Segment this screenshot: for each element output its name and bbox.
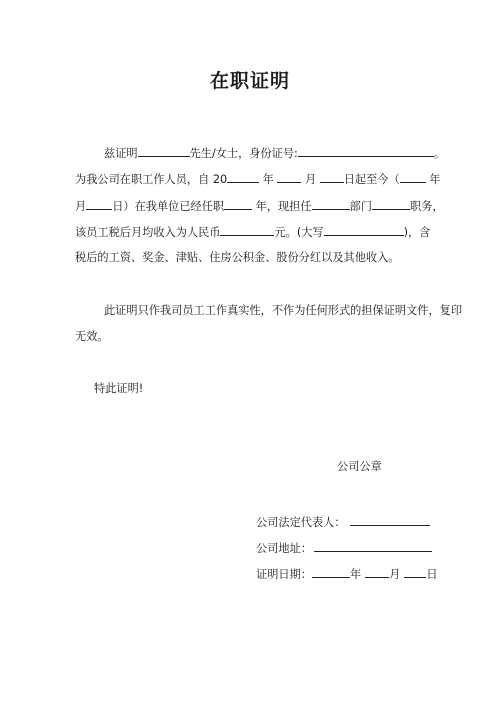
company-address-row: [256, 540, 432, 556]
text: 元。(大写: [274, 226, 324, 239]
text: 日）在我单位已经任职: [112, 200, 225, 213]
date-year-blank[interactable]: [312, 566, 350, 578]
text: 兹证明: [104, 147, 138, 160]
id-number-blank[interactable]: [298, 145, 434, 157]
end-year-blank[interactable]: [400, 171, 426, 183]
certificate-date-label: 证明日期：: [256, 568, 312, 581]
paragraph-1-line-2: [75, 171, 440, 187]
text: 年: [349, 568, 362, 581]
text: 年，现担任: [255, 200, 312, 213]
tenure-years-blank[interactable]: [224, 198, 252, 210]
paragraph-1-line-5: 税后的工资、奖金、津贴、住房公积金、股份分红以及其他收入。: [75, 251, 400, 264]
paragraph-2-line-2: 无效。: [75, 330, 109, 343]
certificate-title: 在职证明: [209, 70, 290, 92]
year-prefix: 20: [212, 173, 228, 186]
text: 月: [75, 200, 87, 213]
text: 该员工税后月均收入为人民币: [75, 226, 221, 239]
legal-representative-blank[interactable]: [350, 514, 430, 526]
text: 月: [389, 568, 401, 581]
text: )，含: [403, 226, 431, 239]
text: 为我公司在职工作人员，自: [75, 173, 210, 186]
text: 年: [262, 173, 274, 186]
company-address-label: 公司地址：: [256, 542, 312, 555]
name-blank[interactable]: [138, 145, 190, 157]
text: 先生/女士，身份证号:: [189, 147, 298, 160]
company-address-blank[interactable]: [314, 540, 432, 552]
department-blank[interactable]: [312, 198, 350, 210]
income-amount-blank[interactable]: [220, 224, 274, 236]
start-month-blank[interactable]: [277, 171, 301, 183]
closing-statement: 特此证明!: [94, 382, 144, 395]
certificate-date-row: [256, 566, 438, 582]
text: 年: [429, 173, 441, 186]
date-month-blank[interactable]: [365, 566, 389, 578]
date-day-blank[interactable]: [404, 566, 426, 578]
text: 日起至今（: [343, 173, 400, 186]
start-year-blank[interactable]: [227, 171, 259, 183]
legal-representative-label: 公司法定代表人：: [256, 516, 346, 529]
paragraph-2-line-1: 此证明只作我司员工工作真实性，不作为任何形式的担保证明文件，复印: [104, 304, 463, 317]
text: 日: [426, 568, 438, 581]
text: 。: [433, 147, 446, 160]
company-seal-label: 公司公章: [337, 460, 382, 473]
income-amount-words-blank[interactable]: [324, 224, 404, 236]
text: 月: [304, 173, 317, 186]
paragraph-1-line-4: [75, 224, 430, 240]
position-blank[interactable]: [372, 198, 410, 210]
text: 职务，: [410, 200, 444, 213]
legal-representative-row: [256, 514, 430, 530]
end-month-blank[interactable]: [86, 198, 112, 210]
text: 部门: [349, 200, 372, 213]
start-day-blank[interactable]: [320, 171, 344, 183]
paragraph-1-line-1: [104, 145, 445, 161]
paragraph-1-line-3: [75, 198, 444, 214]
